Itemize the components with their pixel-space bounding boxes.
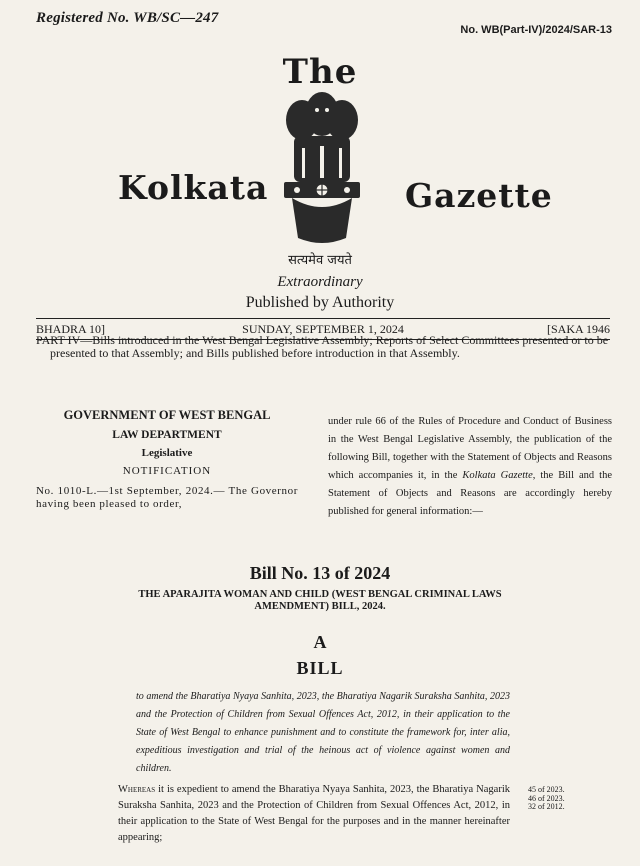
margin-ref: 32 of 2012. xyxy=(528,802,565,811)
part-heading-text: PART IV—Bills introduced in the West Bengal Legislative Assembly; Reports of Select Committees presented or to be presented to that Assembly; and Bills published before introduction in that Assembly. xyxy=(36,333,609,360)
margin-references xyxy=(528,786,608,812)
whereas-clause xyxy=(118,782,510,846)
right-col-italic: Kolkata Gazette xyxy=(462,470,533,481)
date-bar-right: [SAKA 1946 xyxy=(546,322,610,336)
masthead-the: The xyxy=(282,52,358,92)
state-emblem-icon xyxy=(272,88,372,248)
registered-number: Registered No. WB/SC—247 xyxy=(36,10,219,26)
bill-number: Bill No. 13 of 2024 xyxy=(249,563,391,583)
right-col-text-1: under rule 66 of the Rules of Procedure and Conduct of Business in the West Bengal Legislative Assembly, the publication of the following Bill, together with the Statement of Objects and Reasons which accompanies it, in the xyxy=(328,416,612,481)
notification-heading: NOTIFICATION xyxy=(122,465,212,477)
notification-right-column xyxy=(328,413,612,521)
margin-ref: 45 of 2023. xyxy=(528,785,565,794)
bill-word: BILL xyxy=(296,658,344,678)
date-bar-center: SUNDAY, SEPTEMBER 1, 2024 xyxy=(242,322,404,336)
published-by-authority: Published by Authority xyxy=(245,294,395,311)
gazette-reference-number: No. WB(Part-IV)/2024/SAR-13 xyxy=(460,24,612,36)
whereas-lead: Whereas xyxy=(118,784,156,795)
part-heading xyxy=(36,333,610,360)
margin-ref: 46 of 2023. xyxy=(528,793,565,803)
notification-paragraph: No. 1010-L.—1st September, 2024.— The Governor having been pleased to order, xyxy=(36,485,298,510)
national-motto: सत्यमेव जयते xyxy=(288,253,352,268)
bill-preamble: to amend the Bharatiya Nyaya Sanhita, 2023, the Bharatiya Nagarik Suraksha Sanhita, 2023 and the Protection of Children from Sexual Offences Act, 2012, in their application to the State of West Bengal to enhance punishment and to constitute the framework for, inter alia, expeditious investigation and trial of the heinous act of violence against women and children. xyxy=(136,691,510,774)
notification-left-column xyxy=(36,408,298,511)
whereas-rest: it is expedient to amend the Bharatiya Nyaya Sanhita, 2023, the Bharatiya Nagarik Suraksha Sanhita, 2023 and the Protection of Children from Sexual Offences Act, 2012, in their application to the State of West Bengal for the purposes and in the manner hereinafter appearing; xyxy=(118,784,510,843)
masthead-kolkata: Kolkata xyxy=(118,168,269,207)
masthead-gazette: Gazette xyxy=(405,176,553,215)
extraordinary-label: Extraordinary xyxy=(277,274,363,290)
bill-title: THE APARAJITA WOMAN AND CHILD (WEST BENGAL CRIMINAL LAWS AMENDMENT) BILL, 2024. xyxy=(138,589,502,612)
section-heading: Legislative xyxy=(141,447,193,459)
date-bar-left: BHADRA 10] xyxy=(36,322,106,336)
right-col-text-2: , the Bill and the Statement of Objects and Reasons are accordingly hereby published for general information:— xyxy=(328,470,612,517)
top-rule xyxy=(36,318,610,319)
bill-article-a: A xyxy=(313,632,327,652)
government-heading: GOVERNMENT OF WEST BENGAL xyxy=(63,408,271,422)
department-heading: LAW DEPARTMENT xyxy=(112,429,222,441)
